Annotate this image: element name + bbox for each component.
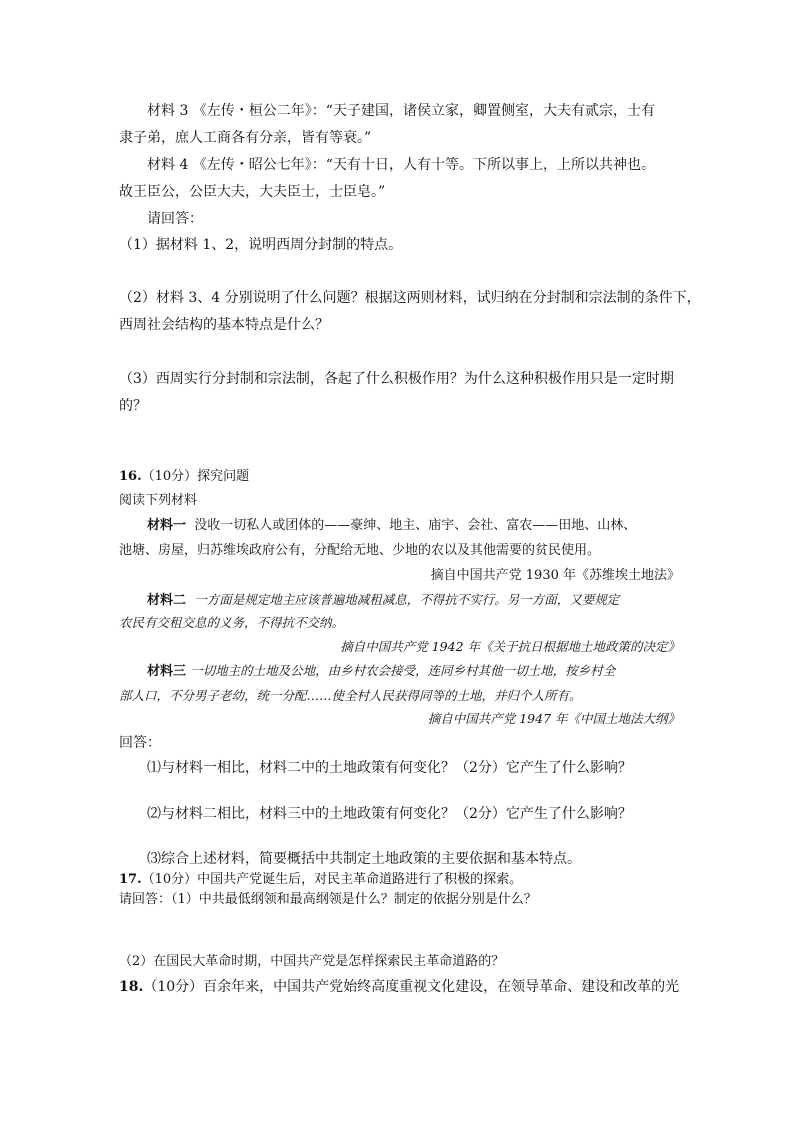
q17-number: 17. (119, 872, 142, 887)
q15-material-4-line-1: 材料 4 《左传・昭公七年》：“天有十日，人有十等。下所以事上，上所以共神也。 (147, 157, 655, 173)
q15-question-2-line-2: 西周社会结构的基本特点是什么？ (119, 317, 329, 333)
q16-material-1-text: 没收一切私人或团体的——豪绅、地主、庙宇、会社、富农——田地、山林、 (194, 518, 637, 533)
q17-header (119, 870, 522, 890)
q16-answer-1: ⑴与材料一相比，材料二中的土地政策有何变化？（2分）它产生了什么影响？ (147, 760, 632, 776)
q16-header (119, 467, 249, 487)
q15-question-3-line-2: 的？ (119, 398, 147, 414)
q15-question-3-line-1: （3）西周实行分封制和宗法制，各起了什么积极作用？为什么这种积极作用只是一定时期 (119, 371, 674, 387)
q16-material-3-line-1 (147, 661, 615, 682)
q18-number: 18. (119, 979, 144, 995)
q15-question-2-line-1: （2）材料 3、4 分别说明了什么问题？根据这两则材料，试归纳在分封制和宗法制的条件下， (119, 290, 701, 306)
q16-material-2-label: 材料二 (147, 593, 187, 608)
q16-material-3-text: 一切地主的土地及公地，由乡村农会接受，连同乡村其他一切土地，按乡村全 (190, 663, 616, 678)
q15-material-3-line-1: 材料 3 《左传・桓公二年》：“天子建国，诸侯立家，卿置侧室，大夫有贰宗，士有 (147, 103, 655, 119)
q16-answer-2: ⑵与材料二相比，材料三中的土地政策有何变化？（2分）它产生了什么影响？ (147, 806, 632, 822)
q16-material-1-line-1 (147, 516, 636, 536)
q15-material-3-line-2: 隶子弟，庶人工商各有分亲，皆有等衰。” (119, 130, 372, 146)
q15-prompt: 请回答： (147, 211, 203, 227)
q16-material-3-source: 摘自中国共产党 1947 年《中国土地法大纲》 (427, 711, 680, 726)
q16-material-2-text: 一方面是规定地主应该普遍地减租减息，不得抗不实行。另一方面，又要规定 (194, 592, 620, 607)
q16-material-3-label: 材料三 (147, 664, 187, 679)
q16-intro: 阅读下列材料 (119, 493, 198, 508)
q15-question-1: （1）据材料 1、2，说明西周分封制的特点。 (119, 237, 403, 253)
q16-number: 16. (119, 469, 142, 484)
q18-header-text: （10分）百余年来，中国共产党始终高度重视文化建设，在领导革命、建设和改革的光 (143, 979, 680, 995)
q16-material-2-source: 摘自中国共产党 1942 年《关于抗日根据地土地政策的决定》 (340, 639, 680, 654)
q17-question-1: 请回答：（1）中共最低纲领和最高纲领是什么？制定的依据分别是什么？ (119, 892, 537, 907)
q16-material-2-line-1 (147, 590, 619, 611)
q17-header-text: （10分）中国共产党诞生后，对民主革命道路进行了积极的探索。 (141, 872, 523, 887)
q16-material-2-line-2: 农民有交租交息的义务，不得抗不交纳。 (119, 615, 345, 630)
q16-answer-prompt: 回答： (119, 735, 161, 751)
q16-material-1-line-2: 池塘、房屋，归苏维埃政府公有，分配给无地、少地的农以及其他需要的贫民使用。 (119, 543, 601, 558)
q17-question-2: （2）在国民大革命时期，中国共产党是怎样探索民主革命道路的？ (119, 954, 505, 969)
q16-material-3-line-2: 部人口，不分男子老幼，统一分配……使全村人民获得同等的土地，并归个人所有。 (119, 688, 582, 703)
q16-material-1-source: 摘自中国共产党 1930 年《苏维埃土地法》 (430, 568, 680, 583)
q15-material-4-line-2: 故王臣公，公臣大夫，大夫臣士，士臣皂。” (119, 184, 386, 200)
q16-material-1-label: 材料一 (147, 518, 187, 533)
q16-header-text: （10分）探究问题 (141, 469, 250, 484)
q18-header (119, 977, 679, 997)
q16-answer-3: ⑶综合上述材料，简要概括中共制定土地政策的主要依据和基本特点。 (147, 851, 581, 867)
